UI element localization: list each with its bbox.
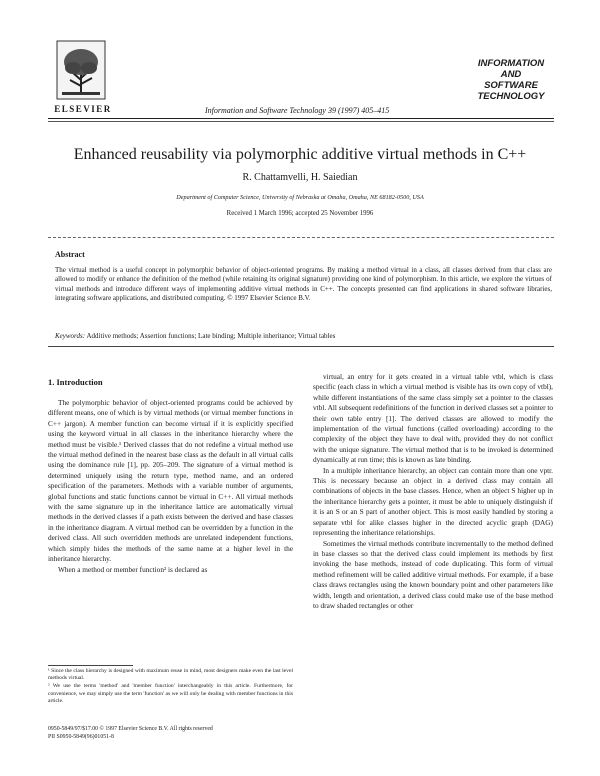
keywords-label: Keywords: — [55, 332, 86, 340]
article-authors: R. Chattamvelli, H. Saiedian — [242, 172, 358, 183]
publisher-name: ELSEVIER — [54, 104, 112, 114]
abstract-heading: Abstract — [55, 250, 85, 259]
received-dates: Received 1 March 1996; accepted 25 November 1996 — [226, 210, 374, 217]
footnotes — [48, 668, 293, 706]
header-rule-thin — [48, 121, 554, 122]
journal-logo-line: SOFTWARE — [484, 80, 538, 91]
paragraph: Sometimes the virtual methods contribute incrementally to the method defined in base classes so that the derived class could implement its methods by first invoking the base methods, instead of code duplicating. This form of virtual method refinement will be called additive virtual methods. For example, if a base class draws rectangles using the known boundary point and other parameters like width, length and orientation, a derived class could make use of the base method to draw shaded rectangles or other — [313, 538, 553, 610]
journal-logo — [470, 58, 552, 102]
right-column — [313, 372, 553, 611]
paragraph: virtual, an entry for it gets created in a virtual table vtbl, which is class specific (each class in which a virtual method is visible has its own copy of vtbl), while different instantiations of the same class simply set a pointer to the classes vtbl. All subsequent redefinitions of the function in derived classes set a pointer to their own table entry [1]. The derived classes are allowed to modify the implementation of the virtual functions (called overloading) according to the complexity of the object they have to deal with, provided they do not conflict with the unique signature. The virtual method that is to be invoked is determined dynamically at run time; this is known as late binding. — [313, 372, 553, 465]
keywords — [55, 332, 552, 340]
footnote-rule — [48, 665, 133, 666]
body-separator — [48, 346, 554, 347]
journal-logo-line: TECHNOLOGY — [477, 91, 545, 102]
copyright-line: 0950-5849/97/$17.00 © 1997 Elsevier Science B.V. All rights reserved — [48, 726, 213, 732]
section-heading: 1. Introduction — [48, 377, 103, 387]
paragraph: The polymorphic behavior of object-oriented programs could be achieved by different means, one of which is by virtual methods (or virtual member functions in C++ jargon). A member function can become virtual if it is explicitly specified using the keyword virtual in all classes in the inheritance hierarchy where the method must be visible.¹ Derived classes that do not redefine a virtual method use the virtual method defined in the nearest base class as the default in all virtual calls using the dominance rule [1], pp. 205–209. The signature of a virtual method is determined uniquely using the return type, method name, and an ordered specification of the parameters. Methods with a variable number of arguments, global functions and static functions cannot be virtual in C++. All virtual methods with the same signature up in the inheritance lattice are automatically virtual methods in the derived classes if a path exists between the derived and base classes in the inheritance diagram. A virtual method can be overridden by a function in the derived class. All such overridden methods are unrelated independent functions, which simply hides the methods of the same name at a higher level in the inheritance hierarchy. — [48, 398, 293, 564]
left-column — [48, 398, 293, 575]
copyright-notice — [48, 726, 348, 741]
header-rule — [48, 118, 554, 119]
journal-logo-line: INFORMATION — [477, 58, 545, 69]
article-title: Enhanced reusability via polymorphic additive virtual methods in C++ — [73, 146, 527, 163]
author-affiliation: Department of Computer Science, University of Nebraska at Omaha, Omaha, NE 68182-0500, USA — [176, 194, 424, 201]
elsevier-tree-logo-icon — [56, 40, 106, 100]
paragraph: In a multiple inheritance hierarchy, an object can contain more than one vptr. This is necessary because an object in a derived class may contain all combinations of objects in the base classes. Hence, when an object S higher up in the inheritance hierarchy gets a pointer, it must be able to uniquely distinguish if it is an S or an S part of another object. This is most easily handled by storing a separate vtbl for alike classes higher in the directed acyclic graph (DAG) representing the inheritance relationships. — [313, 465, 553, 538]
journal-logo-line: AND — [500, 69, 522, 80]
abstract-separator — [48, 237, 554, 238]
journal-citation: Information and Software Technology 39 (1997) 405–415 — [205, 106, 390, 115]
abstract-text: The virtual method is a useful concept in polymorphic behavior of object-oriented programs. By making a method virtual in a class, all classes derived from that class are allowed to modify or enhance the definition of the method (while retaining its original signature) providing one kind of polymorphism. In this article, we explore the virtues of virtual methods and introduce different ways of implementing additive virtual methods in C++. The concepts presented can find applications in shared software libraries, integrating software applications, and distributed computing. © 1997 Elsevier Science B.V. — [55, 266, 552, 303]
keywords-list: Additive methods; Assertion functions; Late binding; Multiple inheritance; Virtual tables — [86, 332, 336, 340]
paragraph: When a method or member function² is declared as — [58, 564, 208, 574]
pii-line: PII S0950-5849(96)01051-8 — [48, 733, 114, 740]
footnote: ² We use the terms 'method' and 'member function' interchangeably in this article. Furthermore, for convenience, we may simply use the term 'function' as we will only be dealing with member functions in this article. — [48, 683, 293, 704]
footnote: ¹ Since the class hierarchy is designed with maximum reuse in mind, most designers make even the last level methods virtual. — [48, 668, 293, 682]
